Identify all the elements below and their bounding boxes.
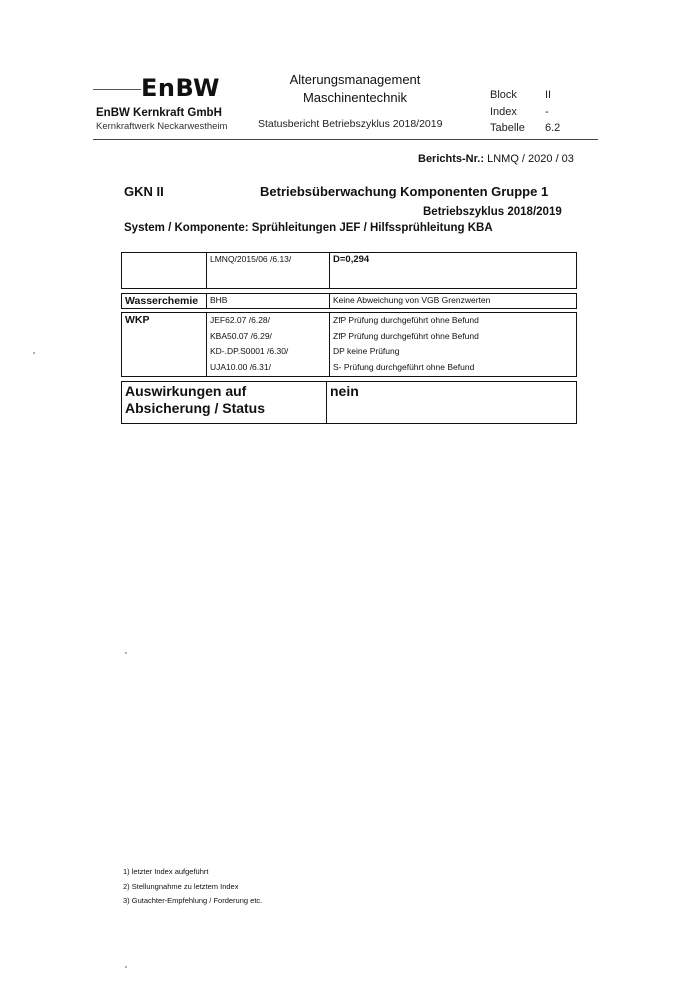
row1-value: D=0,294 bbox=[330, 253, 577, 289]
row3-label: WKP bbox=[122, 313, 207, 377]
row1-label bbox=[122, 253, 207, 289]
cycle-label: Betriebszyklus 2018/2019 bbox=[423, 206, 562, 218]
header-divider bbox=[93, 139, 598, 140]
status-report-label: Statusbericht Betriebszyklus 2018/2019 bbox=[258, 118, 443, 130]
table-row-1 bbox=[121, 252, 577, 289]
row4-value: nein bbox=[327, 382, 577, 424]
table-row-4 bbox=[121, 381, 577, 424]
wkp-result-item: ZfP Prüfung durchgeführt ohne Befund bbox=[333, 315, 479, 325]
row4-label bbox=[122, 382, 327, 424]
meta-block-key: Block bbox=[490, 89, 517, 101]
impact-label-line2: Absicherung / Status bbox=[125, 400, 266, 416]
company-name: EnBW Kernkraft GmbH bbox=[96, 107, 222, 119]
doc-title-line1: Alterungsmanagement bbox=[289, 72, 421, 87]
unit-label: GKN II bbox=[124, 184, 164, 199]
report-number-value: LNMQ / 2020 / 03 bbox=[487, 153, 574, 165]
report-number bbox=[418, 153, 574, 165]
scan-speck bbox=[125, 966, 127, 968]
doc-title-line2: Maschinentechnik bbox=[302, 90, 408, 105]
footnote-3: 3) Gutachter-Empfehlung / Forderung etc. bbox=[123, 896, 263, 905]
wkp-ref-item: UJA10.00 /6.31/ bbox=[210, 361, 271, 372]
row2-value: Keine Abweichung von VGB Grenzwerten bbox=[330, 294, 577, 309]
footnote-1: 1) letzter Index aufgeführt bbox=[123, 867, 209, 876]
wkp-result-item: S- Prüfung durchgeführt ohne Befund bbox=[333, 361, 475, 372]
row2-ref: BHB bbox=[207, 294, 330, 309]
impact-label-line1: Auswirkungen auf bbox=[125, 383, 247, 399]
table-row-2 bbox=[121, 293, 577, 309]
wkp-ref-item: JEF62.07 /6.28/ bbox=[210, 315, 271, 325]
report-number-label: Berichts-Nr.: bbox=[418, 153, 485, 165]
logo-rule bbox=[93, 89, 141, 90]
wkp-result-item: DP keine Prüfung bbox=[333, 346, 400, 356]
footnote-2: 2) Stellungnahme zu letztem Index bbox=[123, 882, 239, 891]
wkp-ref-item: KBA50.07 /6.29/ bbox=[210, 330, 272, 341]
row3-refs bbox=[207, 313, 330, 377]
section-heading: Betriebsüberwachung Komponenten Gruppe 1 bbox=[260, 184, 549, 199]
system-label: System / Komponente: Sprühleitungen JEF / Hilfssprühleitung KBA bbox=[124, 222, 493, 234]
scan-speck bbox=[125, 652, 127, 654]
table-row-3 bbox=[121, 312, 577, 377]
company-logo: EnBW bbox=[141, 74, 220, 102]
meta-index-value: - bbox=[545, 106, 549, 118]
meta-table-key: Tabelle bbox=[490, 122, 525, 134]
plant-name: Kernkraftwerk Neckarwestheim bbox=[96, 121, 228, 132]
wkp-ref-item: KD-.DP.S0001 /6.30/ bbox=[210, 346, 289, 356]
wkp-result-item: ZfP Prüfung durchgeführt ohne Befund bbox=[333, 330, 479, 341]
row2-label: Wasserchemie bbox=[122, 294, 207, 309]
meta-block-value: II bbox=[545, 89, 552, 101]
row3-results bbox=[330, 313, 577, 377]
scan-speck bbox=[33, 352, 35, 354]
row1-ref: LMNQ/2015/06 /6.13/ bbox=[207, 253, 330, 289]
meta-index-key: Index bbox=[490, 106, 517, 118]
meta-table-value: 6.2 bbox=[545, 122, 561, 134]
